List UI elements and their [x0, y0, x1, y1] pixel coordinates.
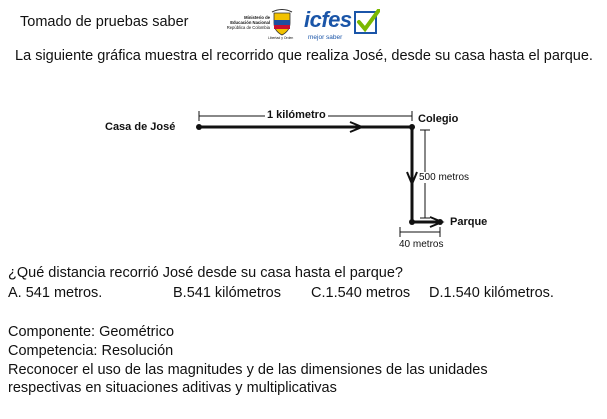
distance-label-40m: 40 metros — [399, 239, 444, 250]
distance-label-500m: 500 metros — [419, 172, 470, 183]
coat-of-arms-icon — [270, 9, 294, 37]
distance-label-1km: 1 kilómetro — [267, 109, 326, 121]
route-diagram — [0, 100, 607, 260]
park-label: Parque — [450, 216, 488, 228]
ministry-name: Ministerio de Educación Nacional República de Colombia — [226, 15, 270, 30]
source-note: Tomado de pruebas saber — [20, 14, 189, 30]
option-d[interactable]: D.1.540 kilómetros. — [429, 285, 554, 301]
house-point — [196, 124, 202, 130]
ministry-tagline: Libertad y Orden — [268, 36, 294, 40]
icfes-wordmark: icfes — [304, 7, 352, 32]
school-label: Colegio — [418, 113, 459, 125]
option-b[interactable]: B.541 kilómetros — [173, 285, 281, 301]
description-line-2: respectivas en situaciones aditivas y multiplicativas — [8, 380, 337, 396]
icfes-tagline: mejor saber — [308, 34, 343, 41]
competence-line: Competencia: Resolución — [8, 343, 174, 359]
component-line: Componente: Geométrico — [8, 324, 175, 340]
checkmark-icon — [354, 9, 380, 35]
park-point — [437, 219, 443, 225]
ministry-logo — [218, 9, 298, 43]
icfes-logo — [304, 9, 382, 43]
option-c[interactable]: C.1.540 metros — [311, 285, 411, 301]
option-a[interactable]: A. 541 metros. — [8, 285, 103, 301]
description-line-1: Reconocer el uso de las magnitudes y de las dimensiones de las unidades — [8, 362, 488, 378]
school-point — [409, 124, 415, 130]
house-label: Casa de José — [105, 121, 176, 133]
corner-point — [409, 219, 415, 225]
problem-statement: La siguiente gráfica muestra el recorrido que realiza José, desde su casa hasta el parque. — [15, 48, 593, 64]
question-text: ¿Qué distancia recorrió José desde su casa hasta el parque? — [8, 265, 403, 281]
